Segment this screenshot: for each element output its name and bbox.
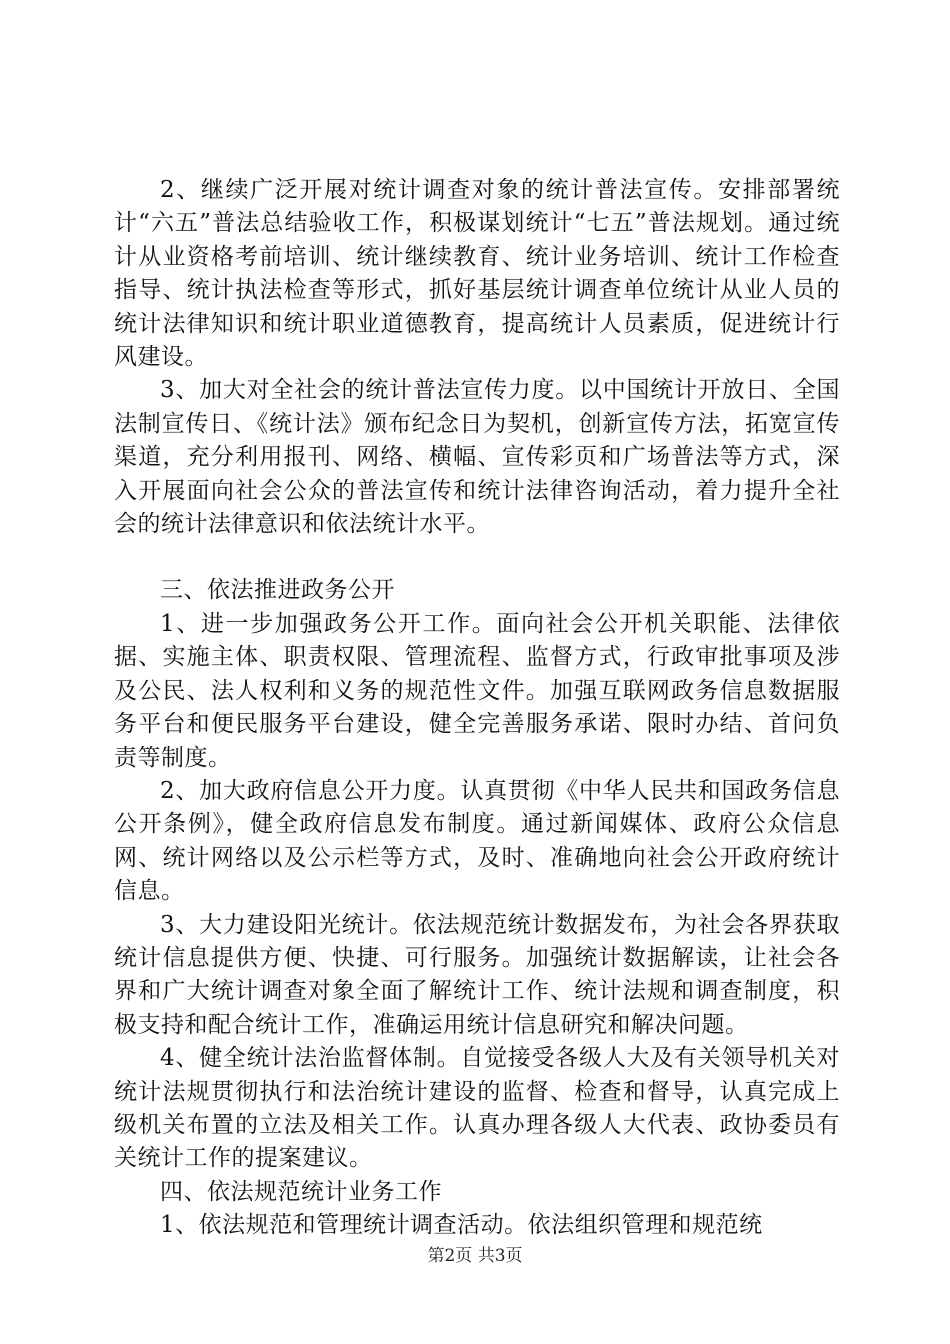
- section-heading-statistical-business: 四、依法规范统计业务工作: [160, 1178, 442, 1205]
- paragraph-sunshine-statistics: 3、大力建设阳光统计。依法规范统计数据发布，为社会各界获取统计信息提供方便、快捷、可行服务。加强统计数据解读，让社会各界和广大统计调查对象全面了解统计工作、统计法规和调查制度，积极支持和配合统计工作，准确运用统计信息研究和解决问题。: [114, 911, 840, 1038]
- page-number-footer: 第2页 共3页: [427, 1246, 523, 1266]
- paragraph-stat-law-promotion-public: 3、加大对全社会的统计普法宣传力度。以中国统计开放日、全国法制宣传日、《统计法》颁布纪念日为契机，创新宣传方法，拓宽宣传渠道，充分利用报刊、网络、横幅、宣传彩页和广场普法等方式，深入开展面向社会公众的普法宣传和统计法律咨询活动，着力提升全社会的统计法律意识和依法统计水平。: [114, 377, 840, 538]
- paragraph-government-information: 2、加大政府信息公开力度。认真贯彻《中华人民共和国政务信息公开条例》，健全政府信息发布制度。通过新闻媒体、政府公众信息网、统计网络以及公示栏等方式，及时、准确地向社会公开政府统计信息。: [114, 777, 840, 905]
- paragraph-survey-management: 1、依法规范和管理统计调查活动。依法组织管理和规范统: [160, 1212, 763, 1239]
- paragraph-government-affairs-disclosure: 1、进一步加强政务公开工作。面向社会公开机关职能、法律依据、实施主体、职责权限、管理流程、监督方式，行政审批事项及涉及公民、法人权利和义务的规范性文件。加强互联网政务信息数据服务平台和便民服务平台建设，健全完善服务承诺、限时办结、首问负责等制度。: [114, 610, 840, 771]
- section-heading-government-affairs: 三、依法推进政务公开: [160, 577, 395, 604]
- document-body: [114, 174, 840, 1243]
- paragraph-supervision-system: 4、健全统计法治监督体制。自觉接受各级人大及有关领导机关对统计法规贯彻执行和法治统计建设的监督、检查和督导，认真完成上级机关布置的立法及相关工作。认真办理各级人大代表、政协委员有关统计工作的提案建议。: [114, 1045, 840, 1172]
- paragraph-gap: [114, 541, 840, 574]
- paragraph-stat-law-promotion-targets: 2、继续广泛开展对统计调查对象的统计普法宣传。安排部署统计“六五”普法总结验收工作，积极谋划统计“七五”普法规划。通过统计从业资格考前培训、统计继续教育、统计业务培训、统计工作检查指导、统计执法检查等形式，抓好基层统计调查单位统计从业人员的统计法律知识和统计职业道德教育，提高统计人员素质，促进统计行风建设。: [114, 177, 840, 371]
